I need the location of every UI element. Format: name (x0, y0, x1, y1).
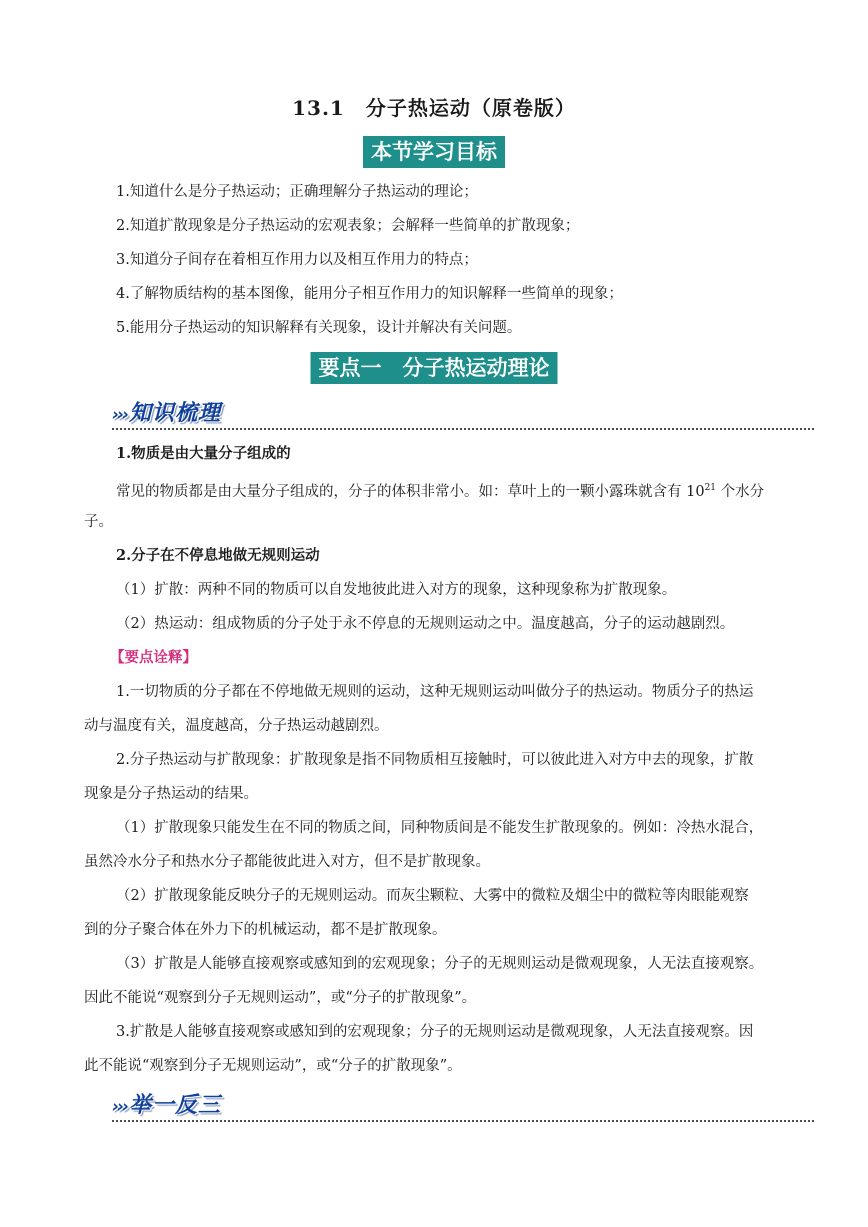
heading-molecules: 1.物质是由大量分子组成的 (116, 445, 291, 462)
section-label: 举一反三 (129, 1093, 222, 1118)
triple-arrow-icon: ››› (112, 405, 128, 425)
knowledge-section-header (112, 396, 221, 427)
examples-section-header (112, 1088, 221, 1119)
triple-arrow-icon: ››› (112, 1097, 128, 1117)
paragraph-line: 到的分子聚合体在外力下的机械运动，都不是扩散现象。 (84, 922, 447, 938)
paragraph-line: 3.扩散是人能够直接观察或感知到的宏观现象；分子的无规则运动是微观现象，人无法直接观察。因 (116, 1024, 754, 1040)
paragraph-line: 因此不能说“观察到分子无规则运动”，或“分子的扩散现象”。 (84, 990, 477, 1006)
dotted-divider (112, 428, 814, 430)
document-title: 13.1 分子热运动（原卷版） (292, 96, 576, 120)
goal-item: 5.能用分子热运动的知识解释有关现象，设计并解决有关问题。 (116, 320, 522, 336)
paragraph-line: （1）扩散：两种不同的物质可以自发地彼此进入对方的现象，这种现象称为扩散现象。 (116, 582, 677, 598)
dotted-divider (112, 1120, 814, 1122)
goal-item: 3.知道分子间存在着相互作用力以及相互作用力的特点； (116, 252, 478, 268)
paragraph-line: 常见的物质都是由大量分子组成的，分子的体积非常小。如：草叶上的一颗小露珠就含有 $10^{21}$ 个水分 (116, 483, 765, 500)
paragraph-line: 此不能说“观察到分子无规则运动”，或“分子的扩散现象”。 (84, 1058, 462, 1074)
paragraph-line: 动与温度有关，温度越高，分子热运动越剧烈。 (84, 718, 389, 734)
paragraph-line: 现象是分子热运动的结果。 (84, 786, 258, 802)
key-notes-label: 【要点诠释】 (110, 649, 197, 666)
paragraph-line: （2）热运动：组成物质的分子处于永不停息的无规则运动之中。温度越高，分子的运动越剧烈。 (116, 616, 735, 632)
paragraph-line: 子。 (84, 514, 113, 530)
paragraph-line: （3）扩散是人能够直接观察或感知到的宏观现象；分子的无规则运动是微观现象，人无法直接观察。 (116, 956, 764, 972)
paragraph-line: （2）扩散现象能反映分子的无规则运动。而灰尘颗粒、大雾中的微粒及烟尘中的微粒等肉眼能观察 (116, 888, 749, 904)
section-label: 知识梳理 (129, 401, 222, 426)
goal-item: 4.了解物质结构的基本图像，能用分子相互作用力的知识解释一些简单的现象； (116, 286, 623, 302)
learning-goals-banner: 本节学习目标 (363, 136, 505, 168)
paragraph-line: 1.一切物质的分子都在不停地做无规则的运动，这种无规则运动叫做分子的热运动。物质分子的热运 (116, 684, 754, 700)
goal-item: 1.知道什么是分子热运动；正确理解分子热运动的理论； (116, 184, 478, 200)
goal-item: 2.知道扩散现象是分子热运动的宏观表象；会解释一些简单的扩散现象； (116, 218, 580, 234)
paragraph-line: （1）扩散现象只能发生在不同的物质之间，同种物质间是不能发生扩散现象的。例如：冷热水混合， (116, 820, 764, 836)
key-point-one-banner: 要点一 分子热运动理论 (311, 352, 558, 384)
paragraph-line: 虽然冷水分子和热水分子都能彼此进入对方，但不是扩散现象。 (84, 854, 490, 870)
paragraph-line: 2.分子热运动与扩散现象：扩散现象是指不同物质相互接触时，可以彼此进入对方中去的现象，扩散 (116, 752, 754, 768)
heading-motion: 2.分子在不停息地做无规则运动 (116, 547, 320, 564)
